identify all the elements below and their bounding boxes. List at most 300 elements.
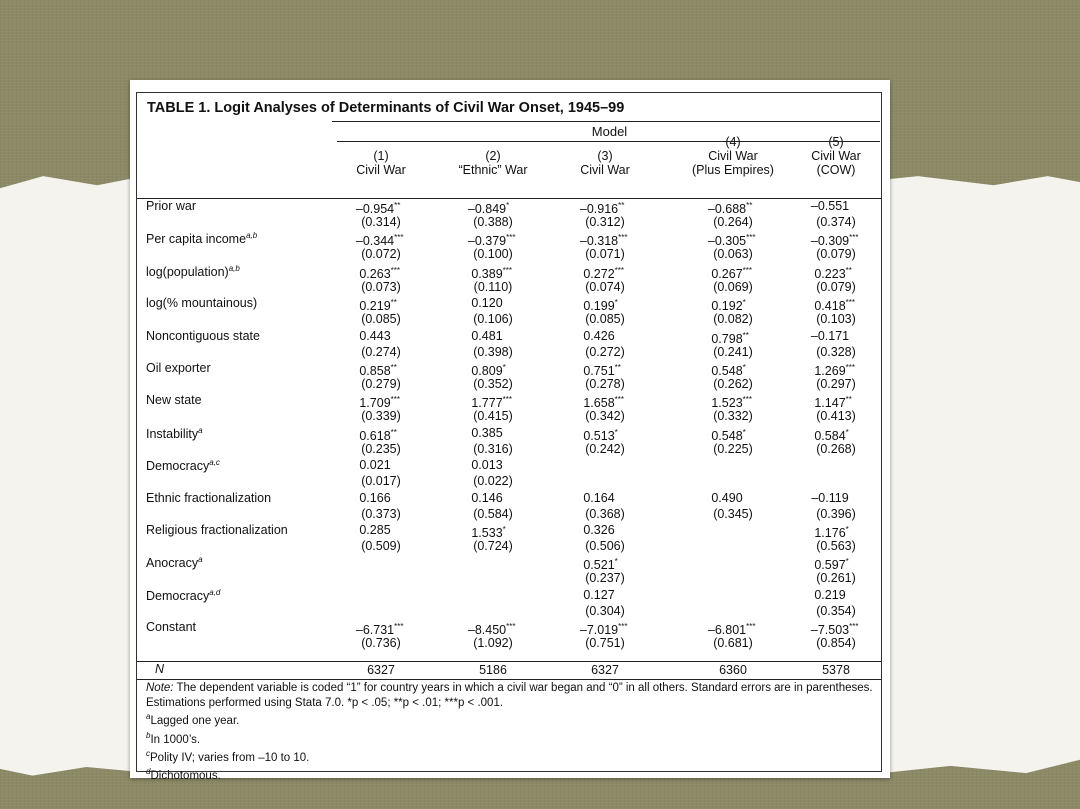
coefficient-value: –0.849 (467, 202, 507, 217)
coefficient-cell (331, 361, 431, 378)
significance-stars: * (614, 557, 618, 567)
row-label (146, 393, 202, 407)
row-label (146, 296, 257, 310)
coefficient-value: 0.521 (583, 558, 615, 573)
standard-error-cell: (0.085) (361, 312, 401, 327)
standard-error-cell: (0.261) (816, 571, 856, 586)
coefficient-cell (683, 296, 783, 313)
standard-error-cell: (0.082) (713, 312, 753, 327)
column-name: (COW) (816, 163, 856, 177)
coefficient-cell (786, 361, 886, 378)
column-title-line: Civil War (708, 149, 758, 163)
standard-error-cell: (0.079) (816, 279, 856, 294)
coefficient-value: 0.021 (359, 458, 391, 473)
significance-stars: * (845, 427, 849, 437)
significance-stars: * (742, 427, 746, 437)
standard-error-cell: (0.751) (585, 636, 625, 651)
standard-error-cell: (0.312) (585, 215, 625, 229)
coefficient-cell (443, 620, 543, 637)
standard-error-cell: (1.092) (473, 636, 513, 651)
coefficient-value: 0.146 (471, 490, 503, 505)
footnote-text: Dichotomous. (150, 770, 221, 783)
standard-error-cell: (0.373) (361, 506, 401, 521)
coefficient-value: 0.326 (583, 523, 615, 537)
significance-stars: *** (845, 363, 855, 372)
coefficient-value: 0.120 (471, 296, 503, 311)
coefficient-value: –0.344 (355, 234, 395, 249)
footnote-mark: a (198, 555, 203, 565)
significance-stars: ** (746, 201, 753, 210)
coefficient-cell (786, 199, 886, 213)
row-label-text: Ethnic fractionalization (146, 490, 272, 505)
coefficient-cell (331, 296, 431, 313)
coefficient-value: –7.019 (579, 623, 619, 638)
standard-error-cell: (0.074) (585, 279, 625, 294)
standard-error-cell: (0.342) (585, 409, 625, 424)
coefficient-cell (443, 361, 543, 378)
significance-stars: *** (618, 622, 628, 632)
standard-error-cell: (0.079) (816, 247, 856, 262)
note-paragraph (146, 681, 878, 710)
significance-stars: *** (614, 265, 624, 275)
footnote-mark: a (198, 425, 203, 435)
footnote-mark: d (146, 767, 151, 777)
coefficient-value: 0.164 (583, 490, 615, 505)
coefficient-cell (331, 329, 431, 343)
standard-error-cell: (0.332) (713, 409, 753, 424)
coefficient-cell (555, 426, 655, 443)
coefficient-value: 1.523 (711, 396, 743, 411)
coefficient-cell (331, 491, 431, 505)
standard-error-cell: (0.413) (816, 409, 856, 424)
coefficient-value: 0.272 (583, 266, 615, 281)
coefficient-cell (683, 231, 783, 248)
row-label-text: Democracy (146, 588, 210, 603)
standard-error-cell: (0.345) (713, 506, 753, 521)
standard-error-cell: (0.274) (361, 344, 401, 359)
column-number: (4) (725, 135, 741, 149)
column-header-2 (433, 149, 553, 177)
coefficient-value: 0.192 (711, 299, 743, 314)
coefficient-cell (555, 588, 655, 602)
coefficient-cell (443, 264, 543, 281)
coefficient-value: 1.269 (814, 364, 846, 379)
coefficient-cell (555, 264, 655, 281)
footnote-mark: a,d (209, 587, 221, 597)
footnote-mark: c (146, 749, 150, 759)
row-label-text: Religious fractionalization (146, 523, 288, 537)
standard-error-cell: (0.563) (816, 539, 856, 553)
coefficient-value: 0.263 (359, 266, 391, 281)
coefficient-cell (683, 393, 783, 410)
significance-stars: ** (742, 330, 749, 340)
standard-error-cell: (0.073) (361, 279, 401, 294)
footnote-text: In 1000’s. (150, 733, 201, 746)
coefficient-value: –0.318 (579, 234, 619, 249)
column-number: (2) (485, 149, 501, 163)
table-title: TABLE 1. Logit Analyses of Determinants of Civil War Onset, 1945–99 (147, 100, 625, 116)
significance-stars: *** (746, 233, 756, 243)
standard-error-cell: (0.368) (585, 506, 625, 521)
coefficient-value: 0.751 (583, 364, 615, 379)
column-name: Civil War (580, 163, 630, 177)
footnotes (146, 710, 878, 784)
significance-stars: *** (502, 395, 512, 405)
row-label (146, 458, 220, 473)
row-label-text: Prior war (146, 199, 197, 213)
row-label (146, 555, 203, 570)
coefficient-value: 0.219 (359, 299, 391, 314)
coefficient-cell (443, 199, 543, 216)
coefficient-value: 0.548 (711, 428, 743, 443)
standard-error-cell: (0.241) (713, 344, 753, 359)
standard-error-cell: (0.681) (713, 636, 753, 651)
row-label (146, 361, 211, 375)
significance-stars: *** (390, 265, 400, 275)
standard-error-cell: (0.415) (473, 409, 513, 424)
standard-error-cell: (0.225) (713, 441, 753, 456)
significance-stars: ** (390, 363, 397, 372)
row-label-text: log(population) (146, 264, 229, 279)
n-value: 6360 (719, 663, 747, 677)
significance-stars: * (742, 298, 746, 308)
standard-error-cell: (0.235) (361, 441, 401, 456)
row-label-text: log(% mountainous) (146, 296, 258, 311)
row-label (146, 523, 288, 537)
column-header-4 (673, 135, 793, 177)
significance-stars: *** (502, 265, 512, 275)
coefficient-cell (555, 199, 655, 216)
coefficient-value: –6.801 (707, 623, 747, 638)
coefficient-cell (555, 329, 655, 343)
significance-stars: *** (390, 395, 400, 405)
standard-error-cell: (0.354) (816, 603, 856, 618)
significance-stars: *** (742, 265, 752, 275)
note-text: The dependent variable is coded “1” for country years in which a civil war began and “0” in all others. Standard errors are in parentheses. Estimations performed using Stata 7.0. *p < .05; **p < .01; ***p < .001. (146, 682, 873, 709)
coefficient-cell (555, 361, 655, 378)
significance-stars: ** (614, 363, 621, 372)
coefficient-value: 0.267 (711, 266, 743, 281)
row-label (146, 588, 220, 603)
coefficient-value: 0.481 (471, 328, 503, 343)
column-header-3 (545, 149, 665, 177)
coefficient-cell (555, 523, 655, 537)
coefficient-cell (443, 231, 543, 248)
coefficient-value: 0.385 (471, 425, 503, 440)
coefficient-value: 0.798 (711, 331, 743, 346)
significance-stars: ** (845, 265, 852, 275)
footnote-mark: a (146, 712, 151, 722)
significance-stars: * (845, 525, 849, 534)
footnote-mark: a,b (246, 231, 258, 241)
row-label (146, 264, 240, 279)
n-value: 5378 (822, 663, 850, 677)
coefficient-cell (683, 264, 783, 281)
coefficient-value: 1.147 (814, 396, 846, 411)
footnote (146, 765, 878, 783)
significance-stars: ** (390, 298, 397, 308)
standard-error-cell: (0.297) (816, 377, 856, 391)
coefficient-value: 0.597 (814, 558, 846, 573)
column-number: (3) (597, 149, 613, 163)
standard-error-cell: (0.272) (585, 344, 625, 359)
row-label-text: Democracy (146, 459, 210, 474)
significance-stars: *** (746, 622, 756, 632)
footnote-mark: b (146, 730, 151, 740)
standard-error-cell: (0.072) (361, 247, 401, 262)
coefficient-cell (555, 491, 655, 505)
standard-error-cell: (0.304) (585, 603, 625, 618)
row-label (146, 491, 271, 505)
coefficient-cell (683, 491, 783, 505)
coefficient-value: –0.119 (811, 490, 849, 505)
coefficient-cell (331, 458, 431, 472)
coefficient-cell (443, 523, 543, 540)
coefficient-value: –7.503 (810, 623, 850, 638)
standard-error-cell: (0.388) (473, 215, 513, 229)
coefficient-cell (331, 264, 431, 281)
coefficient-cell (555, 393, 655, 410)
coefficient-cell (443, 393, 543, 410)
coefficient-cell (683, 620, 783, 637)
n-label: N (155, 662, 165, 676)
coefficient-cell (555, 231, 655, 248)
standard-error-cell: (0.237) (585, 571, 625, 586)
row-label-text: Noncontiguous state (146, 328, 260, 343)
table-frame (136, 92, 882, 783)
standard-error-cell: (0.339) (361, 409, 401, 424)
footnote-text: Polity IV; varies from –10 to 10. (150, 751, 310, 764)
standard-error-cell: (0.268) (816, 441, 856, 456)
column-name: “Ethnic” War (458, 163, 528, 177)
n-rule (137, 661, 881, 662)
standard-error-cell: (0.724) (473, 539, 513, 553)
standard-error-cell: (0.328) (816, 344, 856, 359)
coefficient-value: 0.809 (471, 364, 503, 379)
significance-stars: *** (618, 233, 628, 243)
row-label (146, 329, 260, 343)
coefficient-value: 0.199 (583, 299, 615, 314)
coefficient-cell (331, 620, 431, 637)
table-page (130, 80, 890, 783)
significance-stars: * (742, 363, 746, 372)
standard-error-cell: (0.106) (473, 312, 513, 327)
row-label-text: New state (146, 393, 202, 408)
coefficient-cell (443, 491, 543, 505)
coefficient-value: –0.305 (707, 234, 747, 249)
row-label-text: Constant (146, 620, 197, 635)
coefficient-value: 0.285 (359, 523, 391, 537)
coefficient-value: 0.426 (583, 328, 615, 343)
significance-stars: ** (394, 201, 401, 210)
n-value: 6327 (367, 663, 395, 677)
footnote (146, 710, 878, 728)
coefficient-value: –0.551 (810, 199, 850, 213)
standard-error-cell: (0.264) (713, 215, 753, 229)
standard-error-cell: (0.085) (585, 312, 625, 327)
coefficient-cell (786, 393, 886, 410)
coefficient-cell (683, 199, 783, 216)
coefficient-cell (786, 264, 886, 281)
coefficient-cell (786, 555, 886, 572)
coefficient-value: 1.658 (583, 396, 615, 411)
row-label-text: Anocracy (146, 556, 199, 571)
significance-stars: *** (506, 622, 516, 632)
standard-error-cell: (0.509) (361, 539, 401, 553)
coefficient-cell (331, 393, 431, 410)
coefficient-cell (683, 361, 783, 378)
coefficient-value: 0.548 (711, 364, 743, 379)
coefficient-value: 0.858 (359, 364, 391, 379)
coefficient-cell (786, 491, 886, 505)
standard-error-cell: (0.103) (816, 312, 856, 327)
footnote-mark: a,c (209, 458, 220, 468)
coefficient-cell (786, 231, 886, 248)
coefficient-cell (786, 329, 886, 343)
note-label: Note: (146, 682, 174, 694)
n-value: 5186 (479, 663, 507, 677)
standard-error-cell: (0.352) (473, 377, 513, 391)
significance-stars: *** (614, 395, 624, 405)
standard-error-cell: (0.279) (361, 377, 401, 391)
row-label-text: Instability (146, 426, 199, 441)
column-number: (5) (828, 135, 844, 149)
column-header-1 (321, 149, 441, 177)
coefficient-value: 0.513 (583, 428, 615, 443)
row-label (146, 199, 196, 213)
standard-error-cell: (0.242) (585, 441, 625, 456)
standard-error-cell: (0.374) (816, 215, 856, 229)
coefficient-value: 1.777 (471, 396, 503, 411)
standard-error-cell: (0.854) (816, 636, 856, 651)
standard-error-cell: (0.314) (361, 215, 401, 229)
significance-stars: * (502, 363, 506, 372)
standard-error-cell: (0.736) (361, 636, 401, 651)
standard-error-cell: (0.110) (473, 279, 513, 294)
standard-error-cell: (0.506) (585, 539, 625, 553)
coefficient-value: –0.379 (467, 234, 507, 249)
row-label-text: Oil exporter (146, 361, 211, 375)
standard-error-cell: (0.316) (473, 441, 513, 456)
standard-error-cell: (0.398) (473, 344, 513, 359)
coefficient-cell (443, 458, 543, 472)
significance-stars: * (845, 557, 849, 567)
standard-error-cell: (0.584) (473, 506, 513, 521)
coefficient-value: 0.418 (814, 299, 846, 314)
significance-stars: ** (390, 427, 397, 437)
row-label-text: Per capita income (146, 232, 247, 247)
coefficient-value: 0.166 (359, 490, 391, 505)
coefficient-value: 1.533 (471, 526, 503, 541)
coefficient-value: 0.223 (814, 266, 846, 281)
standard-error-cell: (0.278) (585, 377, 625, 391)
coefficient-cell (443, 329, 543, 343)
significance-stars: *** (849, 622, 859, 632)
significance-stars: ** (618, 201, 625, 210)
coefficient-value: 1.176 (814, 526, 846, 541)
coefficient-cell (786, 620, 886, 637)
coefficient-cell (786, 588, 886, 602)
coefficient-cell (786, 523, 886, 540)
standard-error-cell: (0.396) (816, 506, 856, 521)
standard-error-cell: (0.071) (585, 247, 625, 262)
row-label (146, 426, 203, 441)
significance-stars: *** (394, 622, 404, 632)
column-number: (1) (373, 149, 389, 163)
coefficient-value: 0.389 (471, 266, 503, 281)
significance-stars: * (502, 525, 506, 534)
coefficient-value: 0.584 (814, 428, 846, 443)
standard-error-cell: (0.063) (713, 247, 753, 262)
coefficient-value: –0.171 (810, 328, 850, 343)
coefficient-value: –6.731 (355, 623, 395, 638)
standard-error-cell: (0.262) (713, 377, 753, 391)
standard-error-cell: (0.022) (473, 474, 513, 489)
table-notes (146, 681, 878, 784)
standard-error-cell: (0.100) (473, 247, 513, 262)
coefficient-value: 0.618 (359, 428, 391, 443)
coefficient-cell (555, 296, 655, 313)
coefficient-cell (683, 329, 783, 346)
coefficient-cell (443, 426, 543, 440)
notes-rule (137, 679, 881, 680)
coefficient-cell (331, 231, 431, 248)
coefficient-cell (331, 199, 431, 216)
row-label (146, 231, 257, 246)
significance-stars: *** (394, 233, 404, 243)
coefficient-value: –0.916 (579, 202, 619, 217)
model-header: Model (591, 124, 628, 139)
footnote (146, 729, 878, 747)
coefficient-value: 0.443 (359, 328, 391, 343)
significance-stars: * (506, 201, 510, 210)
significance-stars: * (614, 298, 618, 308)
coefficient-value: 0.490 (711, 490, 743, 505)
coefficient-value: 1.709 (359, 396, 391, 411)
significance-stars: *** (506, 233, 516, 243)
coefficient-value: 0.219 (814, 587, 846, 602)
row-label (146, 620, 196, 634)
significance-stars: *** (742, 395, 752, 405)
significance-stars: ** (845, 395, 852, 405)
coefficient-value: –0.688 (707, 202, 747, 217)
footnote (146, 747, 878, 765)
coefficient-value: 0.127 (583, 587, 615, 602)
significance-stars: *** (849, 233, 859, 243)
column-title-line: Civil War (811, 149, 861, 163)
standard-error-cell: (0.069) (713, 279, 753, 294)
footnote-mark: a,b (228, 263, 240, 273)
coefficient-cell (555, 620, 655, 637)
column-header-5 (776, 135, 896, 177)
coefficient-cell (443, 296, 543, 310)
coefficient-cell (786, 296, 886, 313)
title-rule (332, 121, 880, 122)
standard-error-cell: (0.017) (361, 474, 401, 489)
significance-stars: *** (845, 298, 855, 308)
footnote-text: Lagged one year. (150, 715, 240, 728)
column-name: (Plus Empires) (692, 163, 774, 177)
coefficient-cell (331, 523, 431, 537)
coefficient-cell (555, 555, 655, 572)
significance-stars: * (614, 427, 618, 437)
coefficient-value: –8.450 (467, 623, 507, 638)
coefficient-value: –0.954 (355, 202, 395, 217)
coefficient-cell (683, 426, 783, 443)
coefficient-value: –0.309 (810, 234, 850, 249)
coefficient-cell (786, 426, 886, 443)
coefficient-value: 0.013 (471, 458, 503, 473)
